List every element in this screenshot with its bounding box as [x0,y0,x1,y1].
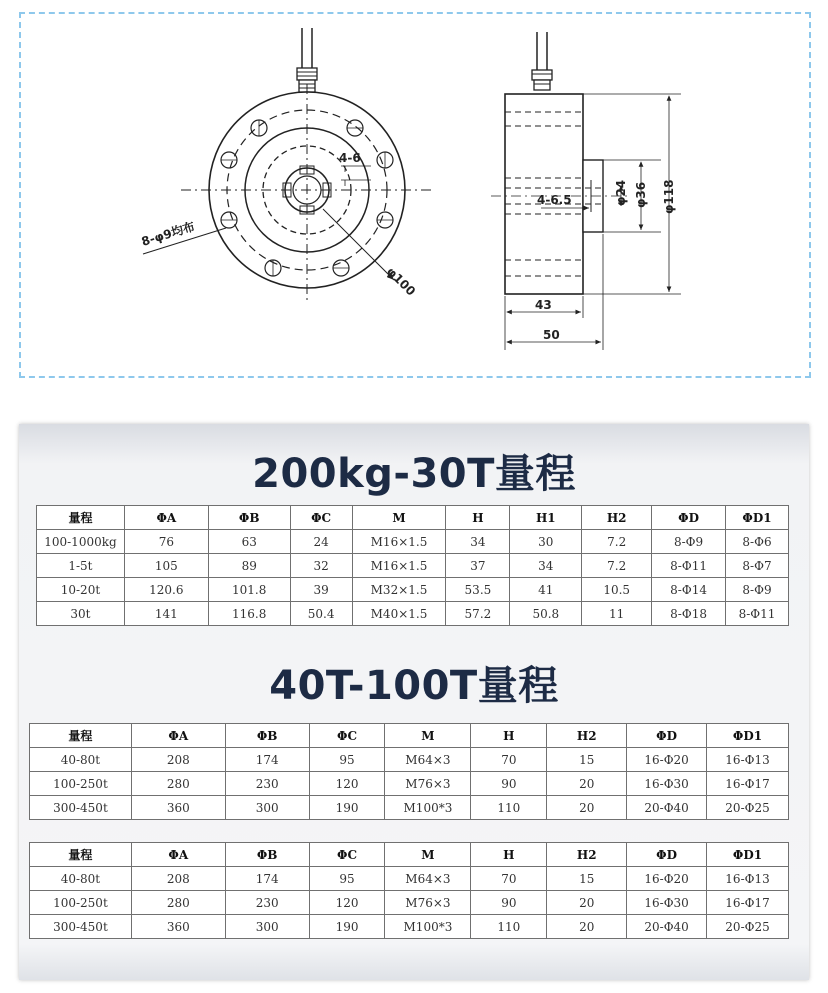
column-header: 量程 [30,843,132,867]
column-header: ΦC [309,724,385,748]
side-dia-36: φ36 [634,181,648,208]
table-cell: 8-Φ11 [726,602,789,626]
table-cell: 40-80t [30,748,132,772]
column-header: H1 [510,506,582,530]
column-header: H [471,843,547,867]
side-width-43: 43 [535,298,552,312]
table-cell: 8-Φ14 [652,578,726,602]
table-cell: M40×1.5 [352,602,446,626]
table-cell: 120 [309,891,385,915]
table-cell: 190 [309,915,385,939]
table-cell: 16-Φ20 [627,867,707,891]
table-cell: 300 [225,796,309,820]
table-cell: 90 [471,891,547,915]
column-header: H2 [547,843,627,867]
side-view [491,32,681,350]
table-cell: 7.2 [582,530,652,554]
table-cell: 300-450t [30,915,132,939]
table-cell: 110 [471,796,547,820]
spec-card [19,424,809,980]
column-header: 量程 [37,506,125,530]
column-header: ΦA [131,724,225,748]
column-header: ΦD1 [707,843,789,867]
table-cell: 141 [124,602,208,626]
column-header: ΦD [627,843,707,867]
front-view [143,28,431,304]
table-cell: 37 [446,554,510,578]
table-row [30,748,789,772]
table-cell: 300 [225,915,309,939]
table-cell: 30 [510,530,582,554]
table-cell: 1-5t [37,554,125,578]
column-header: H2 [547,724,627,748]
column-header: H [471,724,547,748]
column-header: H [446,506,510,530]
table-cell: M64×3 [385,748,471,772]
table-cell: 280 [131,772,225,796]
table-cell: M100*3 [385,915,471,939]
table-cell: 16-Φ30 [627,891,707,915]
column-header: ΦA [124,506,208,530]
table-cell: 20 [547,796,627,820]
table-cell: 63 [208,530,290,554]
table-cell: 280 [131,891,225,915]
spec-table-40t-100t-repeat [29,842,789,939]
table-row [30,915,789,939]
column-header: ΦB [225,724,309,748]
table-cell: 57.2 [446,602,510,626]
table-header-row [30,843,789,867]
side-dim-4-6-5: 4-6.5 [537,193,572,207]
table-cell: 10.5 [582,578,652,602]
table-cell: 41 [510,578,582,602]
table-cell: 53.5 [446,578,510,602]
table-cell: 50.8 [510,602,582,626]
table-cell: 8-Φ11 [652,554,726,578]
table-cell: 360 [131,915,225,939]
table-cell: 89 [208,554,290,578]
table-cell: 40-80t [30,867,132,891]
table-cell: 7.2 [582,554,652,578]
table-cell: 174 [225,867,309,891]
table-cell: 16-Φ20 [627,748,707,772]
table-cell: 360 [131,796,225,820]
table-cell: 30t [37,602,125,626]
table-cell: 230 [225,891,309,915]
column-header: 量程 [30,724,132,748]
table-cell: 20 [547,772,627,796]
column-header: ΦB [225,843,309,867]
front-dim-4-6: 4-6 [339,151,361,165]
table-cell: 8-Φ6 [726,530,789,554]
table-cell: 11 [582,602,652,626]
table-cell: 15 [547,748,627,772]
table-cell: 16-Φ30 [627,772,707,796]
column-header: ΦC [290,506,352,530]
table-cell: 20-Φ40 [627,915,707,939]
table-cell: 16-Φ13 [707,748,789,772]
table-cell: 95 [309,748,385,772]
section-title-200kg-30t: 200kg-30T量程 [252,451,576,497]
table-cell: 34 [510,554,582,578]
table-cell: 100-250t [30,891,132,915]
table-cell: 120.6 [124,578,208,602]
table-cell: M76×3 [385,891,471,915]
table-cell: 8-Φ7 [726,554,789,578]
column-header: ΦC [309,843,385,867]
spec-table-200kg-30t [36,505,789,626]
column-header: ΦA [131,843,225,867]
table-cell: 34 [446,530,510,554]
column-header: ΦB [208,506,290,530]
table-cell: 208 [131,748,225,772]
table-row [37,530,789,554]
column-header: ΦD1 [726,506,789,530]
column-header: H2 [582,506,652,530]
table-row [30,867,789,891]
table-row [37,578,789,602]
table-cell: 16-Φ17 [707,772,789,796]
table-cell: 20-Φ25 [707,796,789,820]
column-header: ΦD [652,506,726,530]
table-cell: 24 [290,530,352,554]
table-cell: 16-Φ17 [707,891,789,915]
table-cell: 100-1000kg [37,530,125,554]
table-row [37,602,789,626]
table-cell: 70 [471,748,547,772]
table-row [30,891,789,915]
table-cell: M100*3 [385,796,471,820]
table-cell: 16-Φ13 [707,867,789,891]
table-cell: 190 [309,796,385,820]
column-header: M [352,506,446,530]
table-cell: 174 [225,748,309,772]
table-cell: 8-Φ9 [652,530,726,554]
table-cell: 20-Φ40 [627,796,707,820]
table-cell: 20-Φ25 [707,915,789,939]
table-cell: 105 [124,554,208,578]
spec-table-40t-100t [29,723,789,820]
front-dia-100: φ100 [383,264,419,299]
table-cell: 39 [290,578,352,602]
table-cell: 8-Φ18 [652,602,726,626]
column-header: ΦD [627,724,707,748]
table-cell: 90 [471,772,547,796]
table-cell: 101.8 [208,578,290,602]
side-dia-118: φ118 [662,179,676,214]
front-bolt-hole-label: 8-φ9均布 [139,219,197,249]
table-header-row [37,506,789,530]
table-cell: 20 [547,915,627,939]
section-title-40t-100t: 40T-100T量程 [269,663,559,709]
table-cell: 15 [547,867,627,891]
table-cell: M16×1.5 [352,530,446,554]
table-cell: 8-Φ9 [726,578,789,602]
table-cell: 20 [547,891,627,915]
technical-drawing-frame [19,12,811,378]
table-row [30,772,789,796]
table-cell: M32×1.5 [352,578,446,602]
table-cell: 70 [471,867,547,891]
table-cell: M64×3 [385,867,471,891]
table-cell: 300-450t [30,796,132,820]
table-cell: 76 [124,530,208,554]
table-cell: 110 [471,915,547,939]
table-cell: M16×1.5 [352,554,446,578]
side-dia-24: φ24 [614,179,628,206]
table-row [37,554,789,578]
table-cell: 95 [309,867,385,891]
side-width-50: 50 [543,328,560,342]
table-cell: 208 [131,867,225,891]
column-header: ΦD1 [707,724,789,748]
table-cell: 116.8 [208,602,290,626]
table-cell: 32 [290,554,352,578]
table-cell: M76×3 [385,772,471,796]
table-cell: 120 [309,772,385,796]
table-cell: 230 [225,772,309,796]
table-cell: 50.4 [290,602,352,626]
technical-drawing [21,14,809,376]
column-header: M [385,724,471,748]
table-cell: 100-250t [30,772,132,796]
table-header-row [30,724,789,748]
table-row [30,796,789,820]
table-cell: 10-20t [37,578,125,602]
column-header: M [385,843,471,867]
